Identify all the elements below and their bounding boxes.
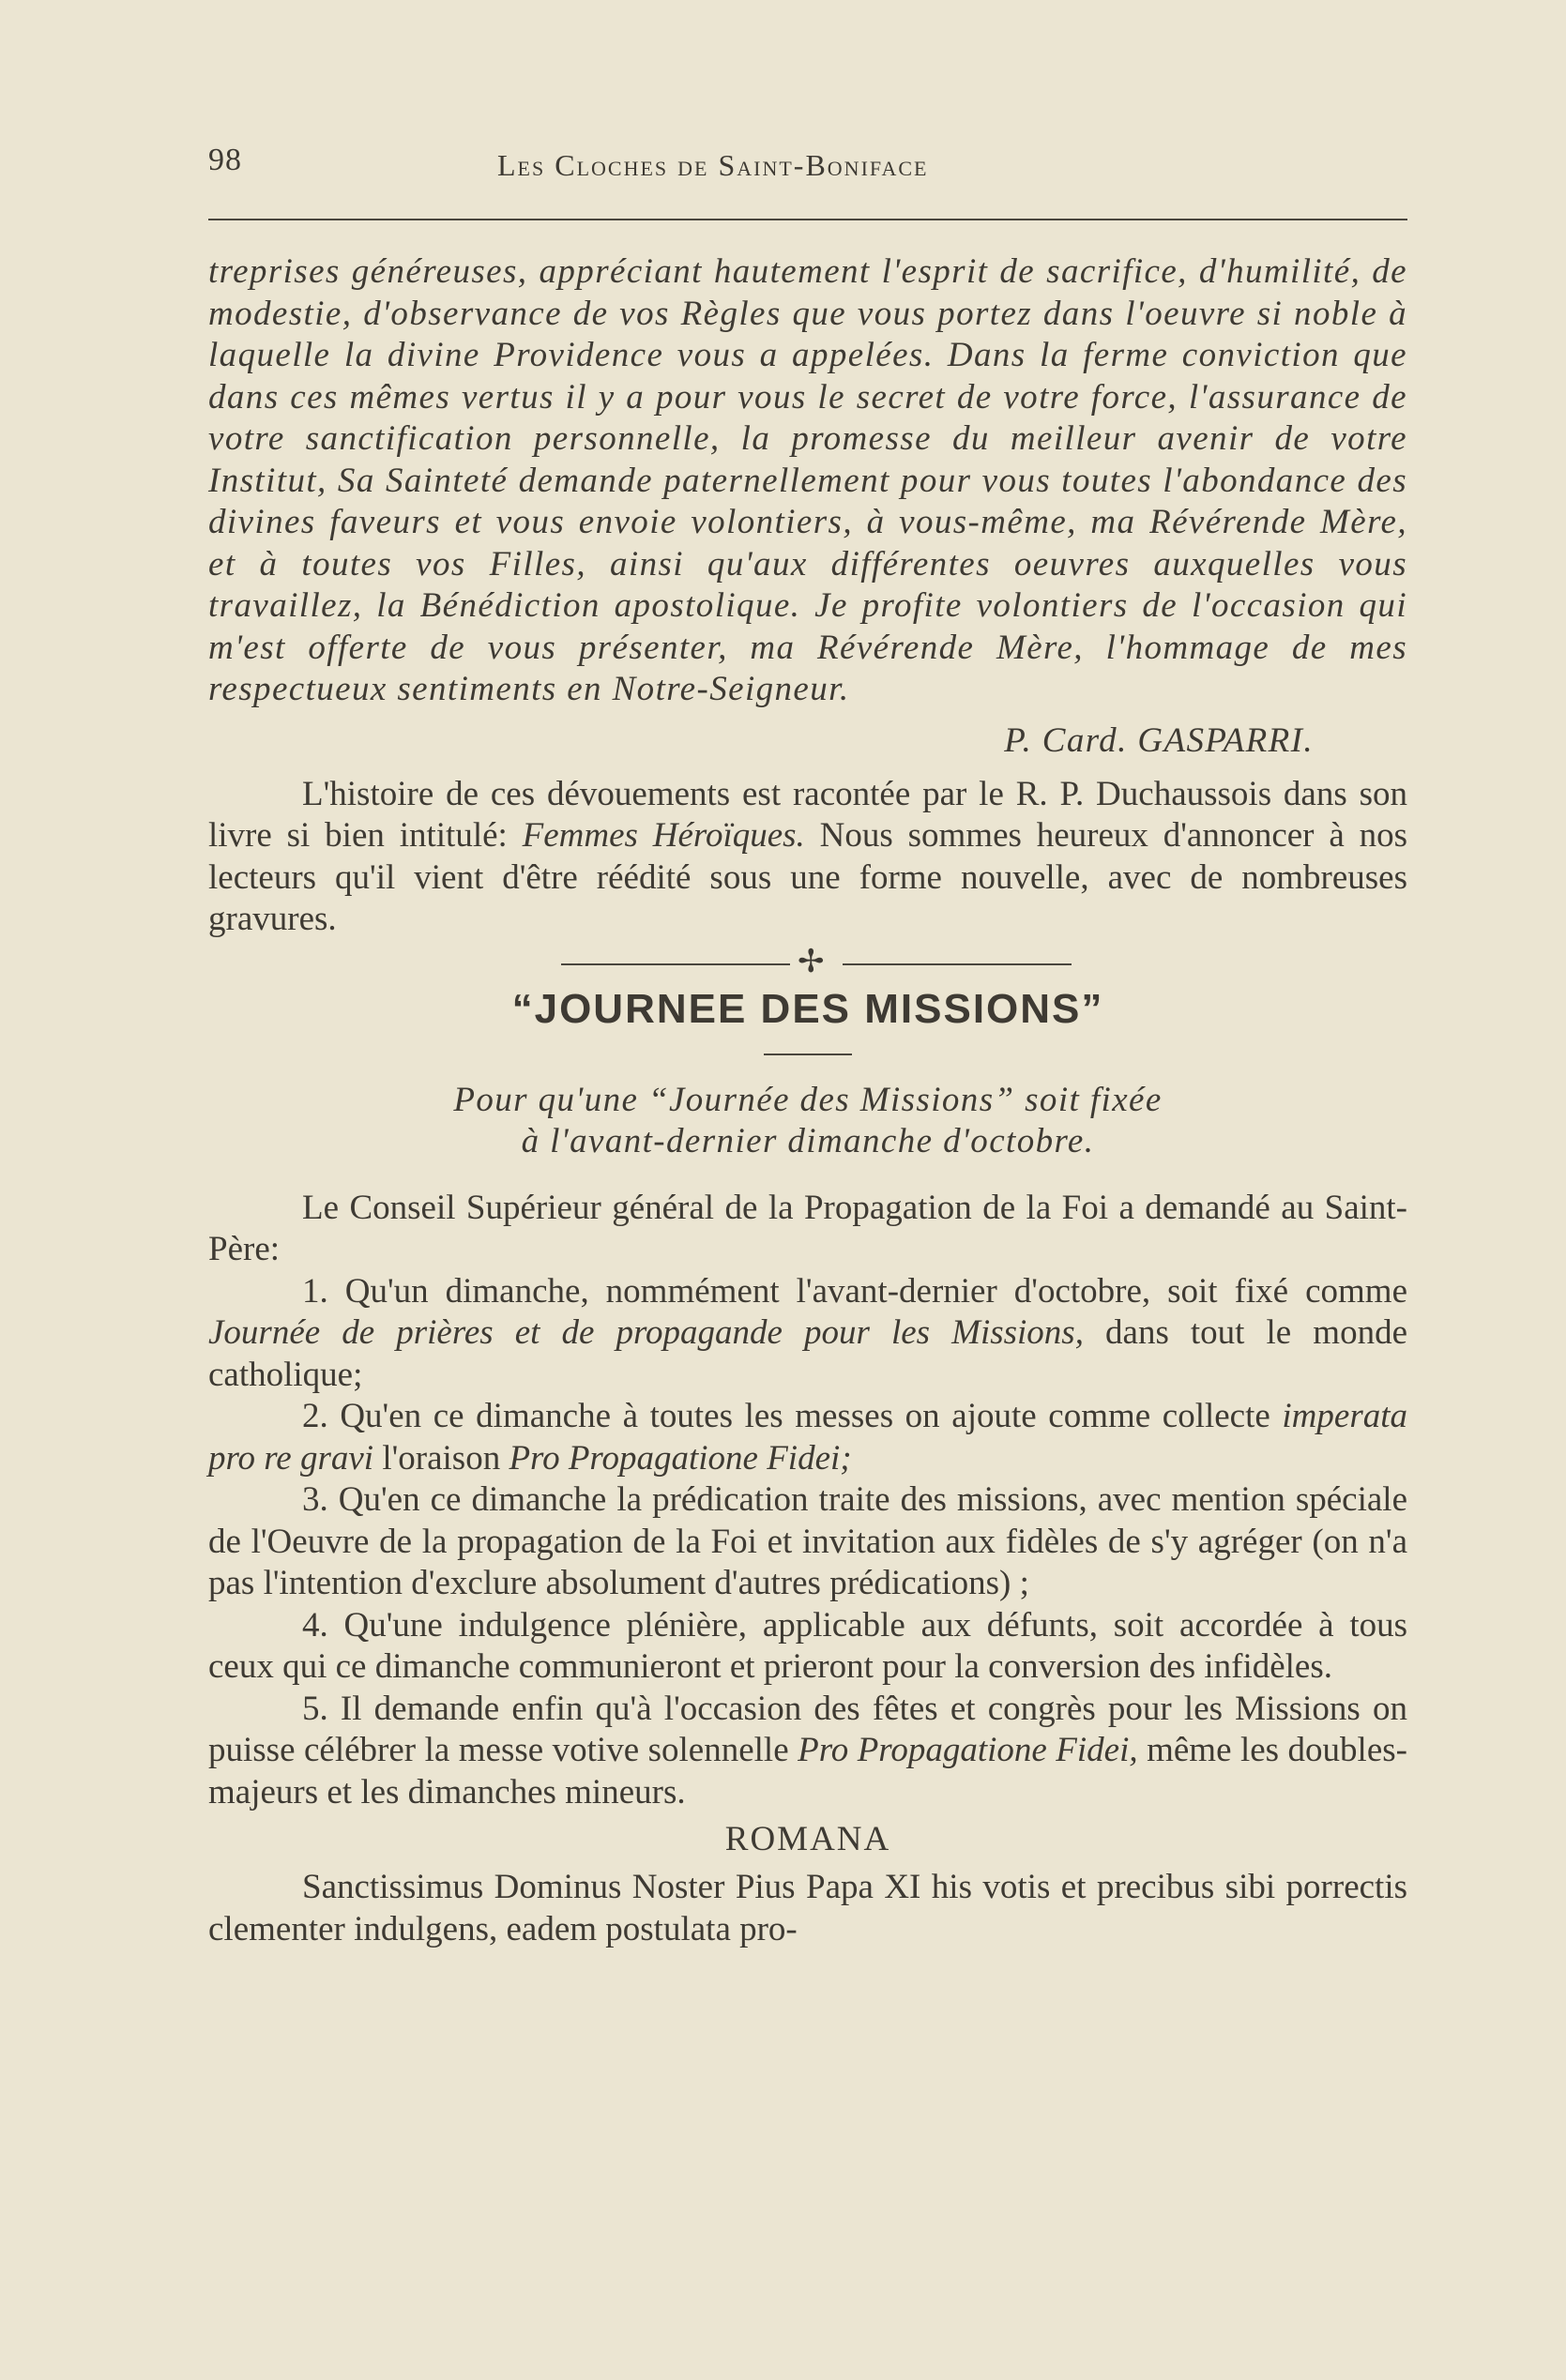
request-item-4: 4. Qu'une indulgence plénière, applicable aux défunts, soit accordée à tous ceux qui ce dimanche communieront et prieront pour la conversion des infidèles. bbox=[208, 1605, 1407, 1686]
request-item-1 bbox=[208, 1271, 1407, 1397]
section-title: “JOURNEE DES MISSIONS” bbox=[511, 985, 1104, 1032]
history-text-2: Nous sommes heureux d'annoncer à nos lecteurs qu'il vient d'être réédité sous une forme nouvelle, avec de nombreuses gravures. bbox=[208, 816, 1407, 938]
request-2-text: 2. Qu'en ce dimanche à toutes les messes on ajoute comme collecte bbox=[302, 1397, 1283, 1435]
request-item-5 bbox=[208, 1689, 1407, 1814]
running-head: Les Cloches de Saint-Boniface bbox=[497, 148, 929, 182]
section-subtitle bbox=[208, 1080, 1407, 1163]
letter-text: treprises généreuses, appréciant hautement l'esprit de sacrifice, d'humilité, de modestie, d'observance de vos Règles que vous portez dans l'oeuvre si noble à laquelle la divine Providence vous a appelées. Dans la ferme conviction que dans ces mêmes vertus il y a pour vous le secret de votre force, l'assurance de votre sanctification personnelle, la promesse du meilleur avenir de votre Institut, Sa Sainteté demande paternellement pour vous toutes l'abondance des divines faveurs et vous envoie volontiers, à vous-même, ma Révérende Mère, et à toutes vos Filles, ainsi qu'aux différentes oeuvres auxquelles vous travaillez, la Bénédiction apostolique. Je profite volontiers de l'occasion qui m'est offerte de vous présenter, ma Révérende Mère, l'hommage de mes respectueux sentiments en Notre-Seigneur. bbox=[208, 252, 1407, 708]
request-2-italic-1: imperata pro re gravi bbox=[208, 1397, 1407, 1478]
request-5-text-end: même les doubles-majeurs et les dimanches mineurs. bbox=[208, 1731, 1407, 1812]
history-text-1: L'histoire de ces dévouements est racontée par le R. P. Duchaussois dans son livre si bien intitulé: bbox=[208, 774, 1407, 855]
page-header bbox=[208, 143, 1407, 199]
page-body bbox=[208, 251, 1407, 1950]
ornament-rule-right bbox=[843, 963, 1072, 965]
ornament-rule-left bbox=[561, 963, 790, 965]
page-number: 98 bbox=[208, 143, 242, 177]
request-2-italic-2: Pro Propagatione Fidei; bbox=[509, 1438, 852, 1478]
romana-heading: ROMANA bbox=[724, 1820, 891, 1858]
cross-ornament-icon: ✢ bbox=[798, 944, 825, 979]
request-2-text-mid: l'oraison bbox=[373, 1438, 509, 1478]
letter-signature: P. Card. GASPARRI. bbox=[1004, 720, 1314, 760]
header-rule bbox=[208, 219, 1407, 220]
request-5-text: 5. Il demande enfin qu'à l'occasion des fêtes et congrès pour les Missions on puisse célébrer la messe votive solennelle bbox=[208, 1689, 1407, 1769]
subtitle-line-2: à l'avant-dernier dimanche d'octobre. bbox=[521, 1122, 1095, 1160]
romana-paragraph: Sanctissimus Dominus Noster Pius Papa XI his votis et precibus sibi porrectis clementer indulgens, eadem postulata pro- bbox=[208, 1868, 1407, 1948]
request-1-italic: Journée de prières et de propagande pour les Missions, bbox=[208, 1313, 1084, 1352]
request-5-italic: Pro Propagatione Fidei, bbox=[798, 1731, 1138, 1769]
book-title: Femmes Héroïques. bbox=[522, 816, 805, 855]
section-ornament bbox=[208, 944, 1407, 980]
title-rule bbox=[764, 1054, 852, 1055]
history-paragraph bbox=[208, 774, 1407, 941]
requests-intro: Le Conseil Supérieur général de la Propagation de la Foi a demandé au Saint-Père: bbox=[208, 1188, 1407, 1268]
subtitle-line-1: Pour qu'une “Journée des Missions” soit fixée bbox=[453, 1080, 1163, 1119]
request-1-text: 1. Qu'un dimanche, nommément l'avant-dernier d'octobre, soit fixé comme bbox=[302, 1271, 1407, 1311]
request-item-2 bbox=[208, 1396, 1407, 1479]
request-item-3: 3. Qu'en ce dimanche la prédication traite des missions, avec mention spéciale de l'Oeuvre de la propagation de la Foi et invitation aux fidèles de s'y agréger (on n'a pas l'intention d'exclure absolument d'autres prédications) ; bbox=[208, 1480, 1407, 1602]
request-1-text-end: dans tout le monde catholique; bbox=[208, 1313, 1407, 1394]
